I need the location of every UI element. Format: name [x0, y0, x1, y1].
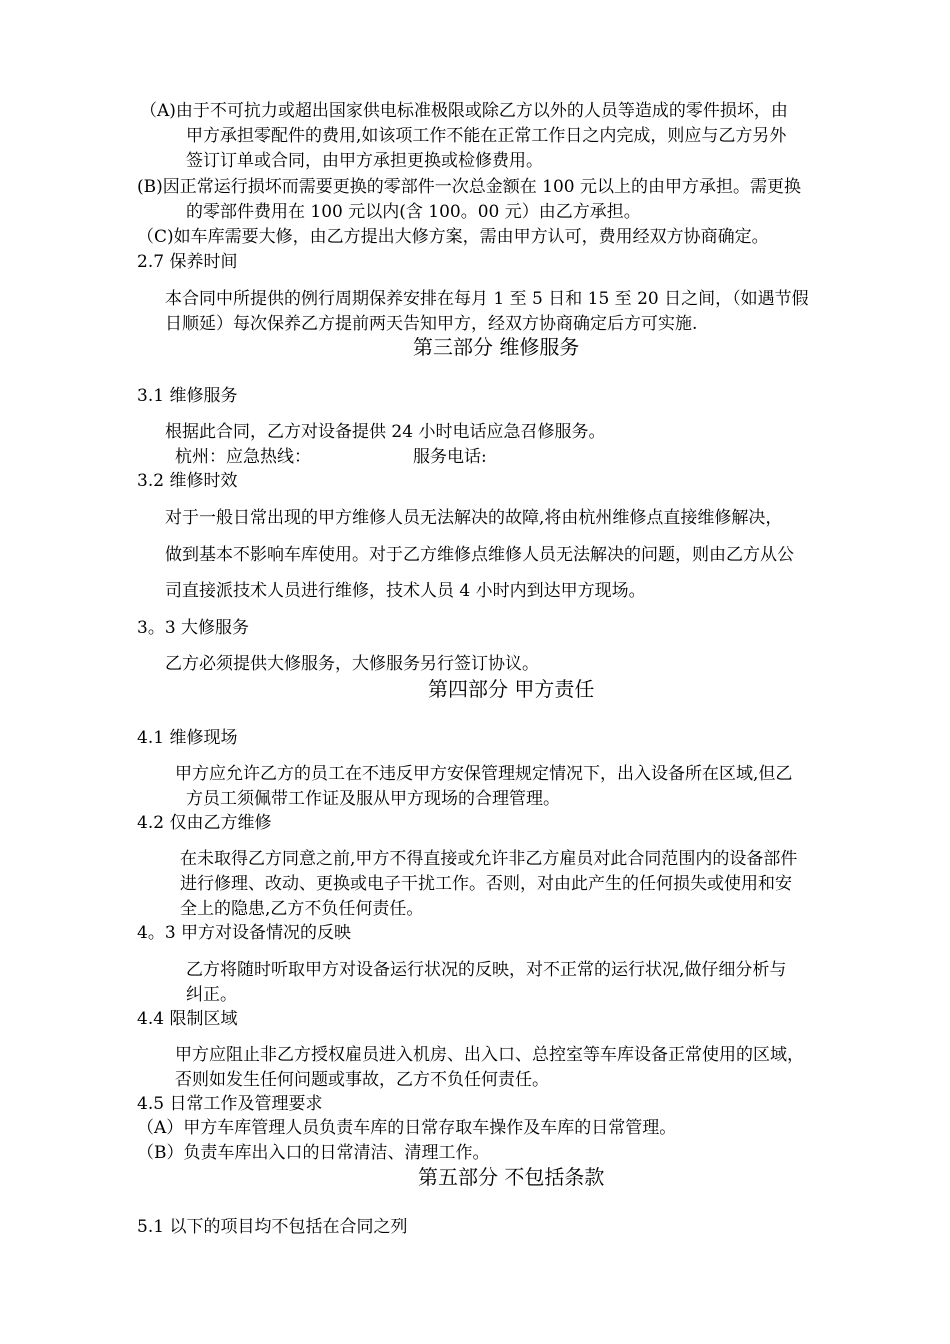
para-2-7-line-1: 本合同中所提供的例行周期保养安排在每月 1 至 5 日和 15 至 20 日之间，（如遇节假 [165, 289, 809, 309]
para-3-3: 乙方必须提供大修服务，大修服务另行签订协议。 [165, 654, 539, 674]
para-4-2-line-2: 进行修理、改动、更换或电子干扰工作。否则，对由此产生的任何损失或使用和安 [180, 874, 792, 894]
para-4-3-line-1: 乙方将随时听取甲方对设备运行状况的反映，对不正常的运行状况,做仔细分析与 [186, 960, 787, 980]
para-4-3-line-2: 纠正。 [186, 985, 237, 1005]
para-3-2-line-2: 做到基本不影响车库使用。对于乙方维修点维修人员无法解决的问题，则由乙方从公 [165, 545, 794, 565]
clause-a-line-1: （A)由于不可抗力或超出国家供电标准极限或除乙方以外的人员等造成的零件损坏，由 [140, 101, 788, 121]
clause-a-line-2: 甲方承担零配件的费用,如该项工作不能在正常工作日之内完成，则应与乙方另外 [186, 126, 787, 146]
para-4-2-line-3: 全上的隐患,乙方不负任何责任。 [180, 899, 424, 919]
para-3-1: 根据此合同，乙方对设备提供 24 小时电话应急召修服务。 [165, 422, 606, 442]
para-4-4-line-2: 否则如发生任何问题或事故，乙方不负任何责任。 [175, 1070, 549, 1090]
para-4-1-line-1: 甲方应允许乙方的员工在不违反甲方安保管理规定情况下，出入设备所在区域,但乙 [175, 764, 793, 784]
para-2-7-line-2: 日顺延）每次保养乙方提前两天告知甲方，经双方协商确定后方可实施. [165, 314, 698, 334]
heading-4-5: 4.5 日常工作及管理要求 [137, 1094, 323, 1114]
clause-b-line-1: (B)因正常运行损坏而需要更换的零部件一次总金额在 100 元以上的由甲方承担。需更换 [137, 177, 802, 197]
para-4-1-line-2: 方员工须佩带工作证及服从甲方现场的合理管理。 [186, 789, 560, 809]
clause-c-line-1: （C)如车库需要大修，由乙方提出大修方案，需由甲方认可，费用经双方协商确定。 [137, 227, 769, 247]
heading-4-3: 4。3 甲方对设备情况的反映 [137, 923, 352, 943]
service-phone-label: 服务电话: [413, 447, 487, 467]
heading-3-2: 3.2 维修时效 [137, 471, 238, 491]
para-3-2-line-1: 对于一般日常出现的甲方维修人员无法解决的故障,将由杭州维修点直接维修解决， [165, 508, 783, 528]
heading-4-2: 4.2 仅由乙方维修 [137, 813, 272, 833]
heading-4-1: 4.1 维修现场 [137, 728, 238, 748]
heading-2-7: 2.7 保养时间 [137, 252, 238, 272]
clause-b-line-2: 的零部件费用在 100 元以内(含 100。00 元）由乙方承担。 [186, 202, 641, 222]
para-4-5-a: （A）甲方车库管理人员负责车库的日常存取车操作及车库的日常管理。 [137, 1118, 677, 1138]
heading-3-1: 3.1 维修服务 [137, 386, 238, 406]
part-5-title: 第五部分 不包括条款 [418, 1165, 605, 1189]
heading-5-1: 5.1 以下的项目均不包括在合同之列 [137, 1217, 408, 1237]
part-3-title: 第三部分 维修服务 [413, 335, 580, 359]
para-4-4-line-1: 甲方应阻止非乙方授权雇员进入机房、出入口、总控室等车库设备正常使用的区域， [175, 1045, 804, 1065]
para-4-5-b: （B）负责车库出入口的日常清洁、清理工作。 [137, 1143, 490, 1163]
heading-3-3: 3。3 大修服务 [137, 618, 250, 638]
para-3-2-line-3: 司直接派技术人员进行维修，技术人员 4 小时内到达甲方现场。 [165, 581, 646, 601]
part-4-title: 第四部分 甲方责任 [428, 677, 595, 701]
para-4-2-line-1: 在未取得乙方同意之前,甲方不得直接或允许非乙方雇员对此合同范围内的设备部件 [180, 849, 798, 869]
clause-a-line-3: 签订订单或合同，由甲方承担更换或检修费用。 [186, 151, 543, 171]
heading-4-4: 4.4 限制区域 [137, 1009, 238, 1029]
hotline-label: 杭州：应急热线： [175, 447, 311, 467]
